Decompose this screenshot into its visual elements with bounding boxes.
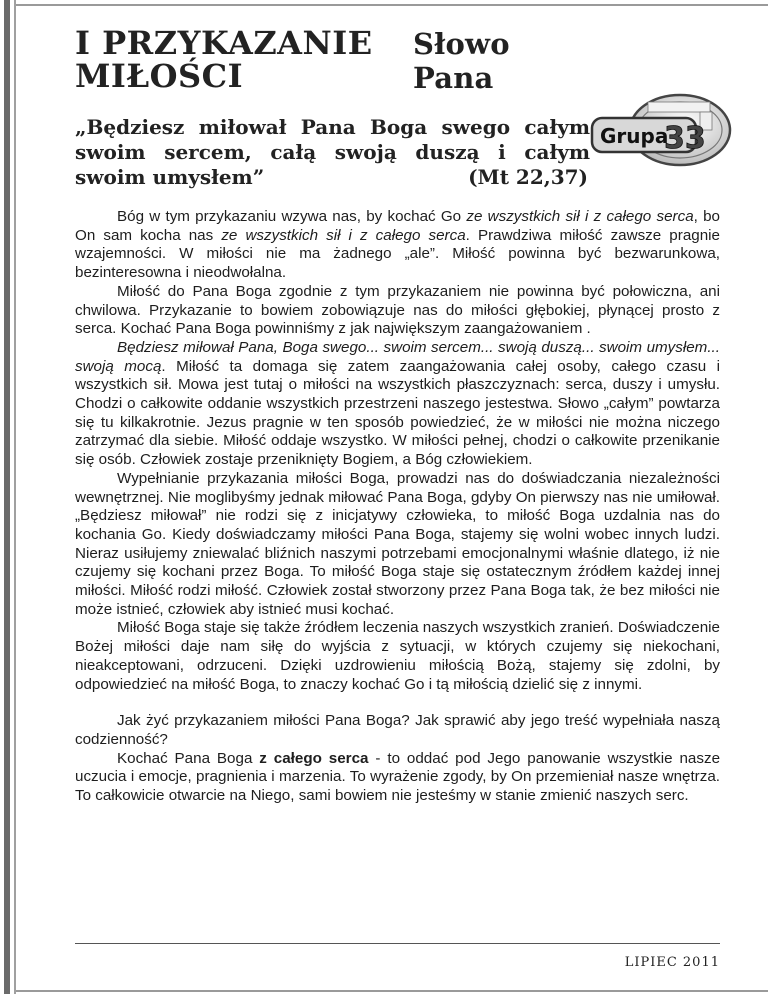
badge-number: 33	[664, 121, 706, 156]
paragraph-1: Bóg w tym przykazaniu wzywa nas, by kochać Go ze wszystkich sił i z całego serca, bo On sam kocha nas ze wszystkich sił i z całego serca. Prawdziwa miłość zawsze pragnie wzajemności. W miłości nie ma żadnego „ale”. Miłość powinna być bezwarunkowa, bezinteresowna i nieodwołalna.	[75, 208, 720, 282]
paragraph-4: Wypełnianie przykazania miłości Boga, prowadzi nas do doświadczania niezależności wewnętrznej. Nie moglibyśmy jednak miłować Pana Boga, gdyby On pierwszy nas nie umiłował. „Będziesz miłował” nie rodzi się z inicjatywy człowieka, to miłość Boga uzdalnia nas do kochania Go. Kiedy doświadczamy miłości Pana Boga, stajemy się wolni wobec innych ludzi. Nieraz usiłujemy zniewalać bliźnich naszymi potrzebami emocjonalnymi właśnie dlatego, iż nie czujemy się kochani przez Boga. To miłość Boga staje się ostatecznym źródłem każdej innej miłości. Miłość rodzi miłość. Człowiek został stworzony przez Pana Boga tak, że bez miłości nie może istnieć, człowiek aby istnieć musi kochać.	[75, 469, 720, 618]
quote-line-3	[75, 165, 590, 190]
page-title-line2: MIŁOŚCI	[75, 57, 244, 95]
paragraph-5: Miłość Boga staje się także źródłem leczenia naszych wszystkich zranień. Doświadczenie Bożej miłości daje nam siłę do wyjścia z sytuacji, w których czujemy się niekochani, nieakceptowani, odrzuceni. Dzięki uzdrowieniu miłością Bożą, stajemy się zdolni, by odpowiedzieć na miłość Boga, to znaczy kochać Go i tą miłością dzielić się z innymi.	[75, 619, 720, 693]
group-badge	[588, 88, 738, 188]
paragraph-2: Miłość do Pana Boga zgodnie z tym przykazaniem nie powinna być połowiczna, ani chwilowa. Przykazanie to bowiem zobowiązuje nas do miłości głębokiej, płynącej prosto z serca. Kochać Pana Boga powinniśmy z jak największym zaangażowaniem .	[75, 282, 720, 338]
quote-line-1: „Będziesz miłował Pana Boga swego całym	[75, 115, 590, 139]
quote-line-3-text: swoim umysłem”	[75, 165, 265, 189]
paragraph-3: Będziesz miłował Pana, Boga swego... swoim sercem... swoją duszą... swoim umysłem... swoją mocą. Miłość ta domaga się zatem zaangażowania całej osoby, całego czasu i wszystkich sił. Mowa jest tutaj o miłości na wszystkich płaszczyznach: serca, duszy i umysłu. Chodzi o całkowite oddanie wszystkich przestrzeni naszego jestestwa. Słowo „całym” powtarza się tu kilkakrotnie. Jezus pragnie w ten sposób powiedzieć, że w miłości nie można niczego zatrzymać dla siebie. Miłość oddaje wszystko. W miłości pełnej, chodzi o całkowite przenikanie się osób. Człowiek zostaje przeniknięty Bogiem, a Bóg człowiekiem.	[75, 338, 720, 469]
left-border-thick	[4, 0, 10, 994]
quote-reference: (Mt 22,37)	[468, 165, 588, 189]
badge-label: Grupa	[600, 124, 669, 148]
page-title-line1: I PRZYKAZANIE	[75, 24, 373, 62]
footer-divider	[75, 943, 720, 944]
badge-window-icon	[648, 102, 710, 112]
footer-date: LIPIEC 2011	[624, 955, 720, 970]
header	[75, 24, 595, 97]
paragraph-6: Jak żyć przykazaniem miłości Pana Boga? Jak sprawić aby jego treść wypełniała naszą codzienność?	[75, 712, 720, 748]
left-border-thin	[14, 0, 16, 994]
paragraph-7: Kochać Pana Boga z całego serca - to oddać pod Jego panowanie wszystkie nasze uczucia i emocje, pragnienia i marzenia. To wyrażenie zgody, by On przemieniał nasze wnętrza. To całkowicie otwarcie na Niego, sami bowiem nie jesteśmy w stanie zmienić naszych serc.	[75, 749, 721, 805]
section-subtitle: Słowo Pana	[413, 27, 510, 95]
quote-line-2: swoim sercem, całą swoją duszą i całym	[75, 140, 590, 164]
top-border	[16, 4, 768, 6]
scripture-quote	[75, 115, 590, 190]
article-body	[75, 208, 720, 806]
bottom-border	[16, 990, 768, 992]
